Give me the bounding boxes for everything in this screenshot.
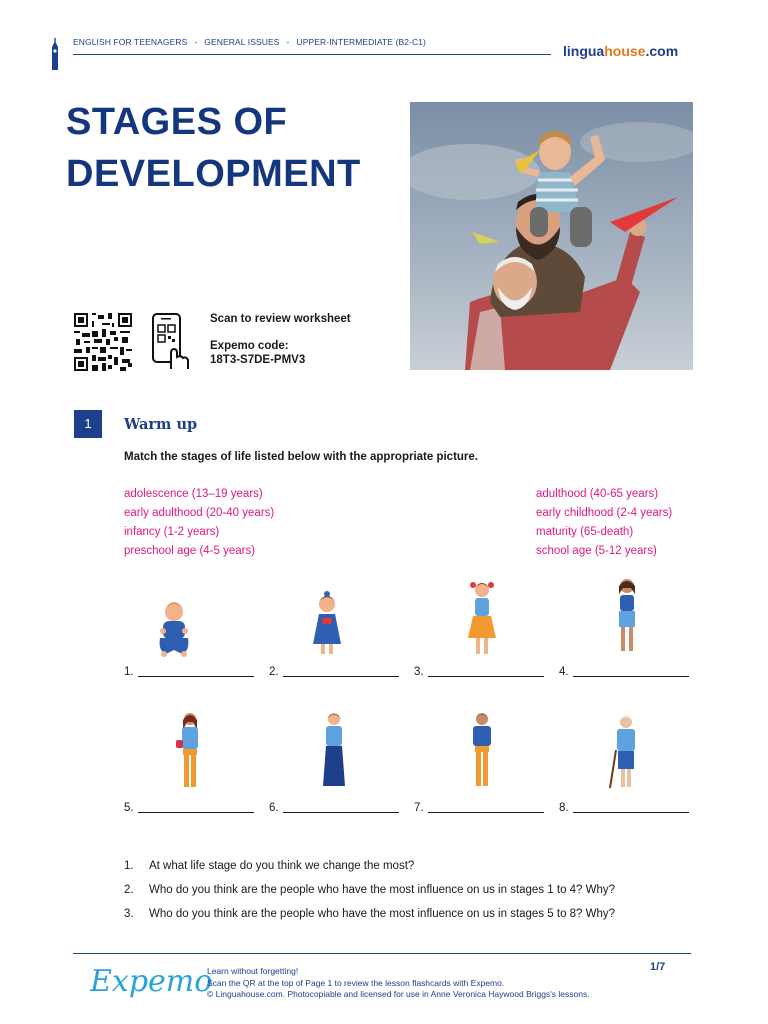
answer-blank[interactable]: 4. [559, 666, 689, 678]
stage-item: adulthood (40-65 years) [536, 488, 659, 500]
expemo-code: 18T3-S7DE-PMV3 [210, 354, 306, 366]
figure-young-adult [304, 710, 364, 794]
stage-item: early childhood (2-4 years) [536, 507, 673, 519]
hero-photo [410, 102, 693, 370]
figure-teenager [160, 710, 220, 794]
stage-item: early adulthood (20-40 years) [124, 507, 275, 519]
question-item: 2. Who do you think are the people who have the most influence on us in stages 1 to 4? Why? [124, 884, 616, 896]
linguahouse-logo: linguahouse.com [563, 43, 679, 59]
stage-item: adolescence (13–19 years) [124, 488, 263, 500]
stage-item: school age (5-12 years) [536, 545, 657, 557]
answer-blank[interactable]: 3. [414, 666, 544, 678]
answer-blank[interactable]: 7. [414, 802, 544, 814]
crumb-3: UPPER-INTERMEDIATE (B2-C1) [296, 37, 426, 47]
instruction: Match the stages of life listed below with the appropriate picture. [124, 451, 478, 463]
stage-list-left [124, 485, 274, 561]
figure-school-child [597, 576, 657, 660]
figure-preschooler [452, 576, 512, 660]
section-title: Warm up [124, 416, 198, 433]
stage-item: preschool age (4-5 years) [124, 545, 256, 557]
breadcrumb: ENGLISH FOR TEENAGERS - GENERAL ISSUES - UPPER-INTERMEDIATE (B2-C1) [73, 37, 426, 47]
figure-elderly [596, 710, 656, 794]
figure-toddler [297, 576, 357, 660]
header-rule [73, 54, 551, 55]
figure-adult [452, 710, 512, 794]
footer-rule [73, 953, 691, 954]
page-number: 1/7 [650, 961, 666, 973]
crumb-1: ENGLISH FOR TEENAGERS [73, 37, 188, 47]
stage-item: infancy (1-2 years) [124, 526, 220, 538]
question-item: 1. At what life stage do you think we change the most? [124, 860, 415, 872]
qr-code-icon [74, 313, 132, 371]
scan-label: Scan to review worksheet [210, 313, 351, 325]
scan-info [210, 312, 351, 380]
stage-item: maturity (65-death) [536, 526, 634, 538]
stage-list-right [536, 485, 672, 561]
figure-infant [144, 576, 204, 660]
answer-blank[interactable]: 6. [269, 802, 399, 814]
footer-text: Learn without forgetting! Scan the QR at the top of Page 1 to review the lesson flashcards with Expemo. © Linguahouse.com. Photocopiable and licensed for use in Anne Veronica Haywood Briggs's lessons. [207, 966, 590, 999]
answer-blank[interactable]: 8. [559, 802, 689, 814]
question-item: 3. Who do you think are the people who have the most influence on us in stages 5 to 8? Why? [124, 908, 616, 920]
big-ben-icon [50, 38, 60, 70]
answer-blank[interactable]: 1. [124, 666, 254, 678]
expemo-logo: Expemo [90, 964, 213, 999]
expemo-code-label: Expemo code: [210, 340, 289, 352]
discussion-questions [124, 854, 615, 926]
phone-scan-icon [151, 313, 191, 371]
answer-blank[interactable]: 5. [124, 802, 254, 814]
page-title: STAGES OF DEVELOPMENT [66, 101, 361, 195]
crumb-2: GENERAL ISSUES [204, 37, 280, 47]
answer-blank[interactable]: 2. [269, 666, 399, 678]
section-number: 1 [74, 410, 102, 438]
